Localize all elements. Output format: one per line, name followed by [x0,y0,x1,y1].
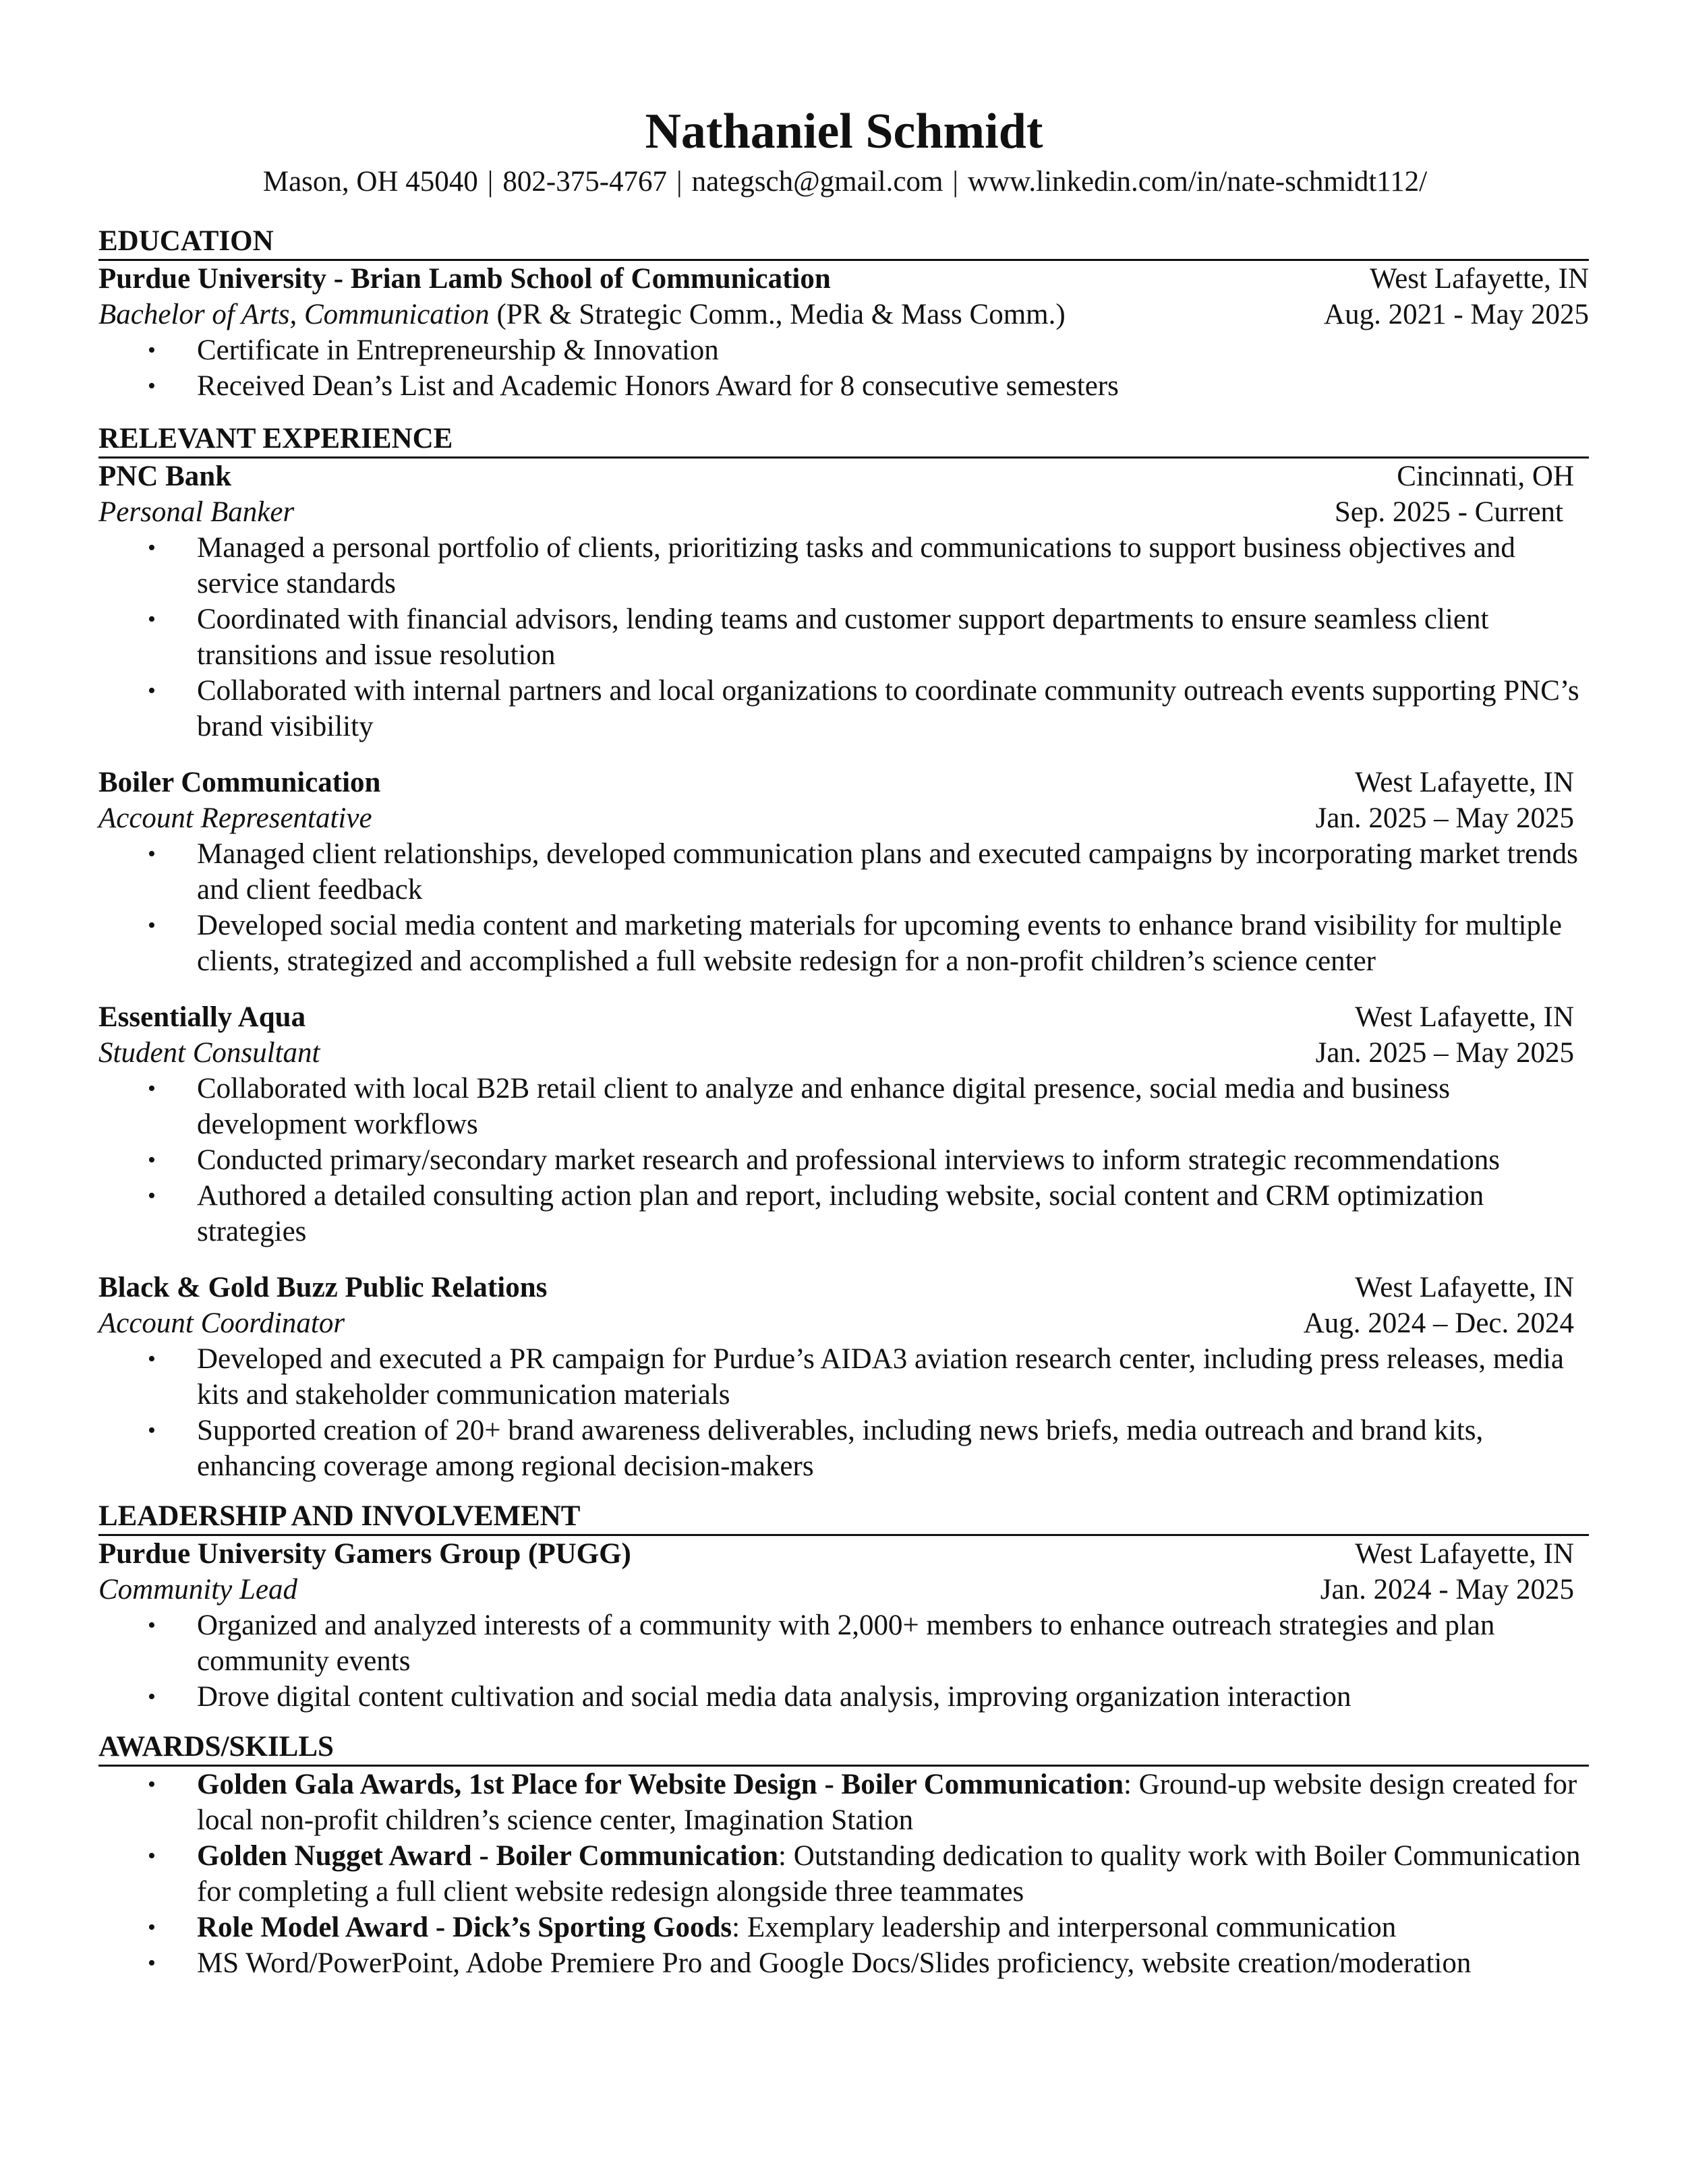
role-title: Account Coordinator [98,1307,345,1339]
org-location: West Lafayette, IN [1355,1272,1574,1303]
bullet-icon: • [148,1684,156,1709]
leadership-entry [98,1536,1589,1715]
org-name: Purdue University Gamers Group (PUGG) [98,1538,631,1570]
bullet-icon: • [148,842,156,866]
list-item: • Certificate in Entrepreneurship & Innovation [98,332,1589,368]
award-description: : Exemplary leadership and interpersonal communication [732,1912,1397,1943]
section-heading: AWARDS/SKILLS [98,1730,1589,1767]
skills-description: MS Word/PowerPoint, Adobe Premiere Pro and Google Docs/Slides proficiency, website creation/moderation [197,1947,1472,1979]
role-title: Student Consultant [98,1037,320,1069]
list-item: • Authored a detailed consulting action plan and report, including website, social content and CRM optimization strategies [98,1178,1589,1249]
org-location: West Lafayette, IN [1355,767,1574,798]
bullet-icon: • [148,1951,156,1976]
list-item: • Supported creation of 20+ brand awareness deliverables, including news briefs, media outreach and brand kits, enhancing coverage among regional decision-makers [98,1413,1589,1484]
role-dates: Jan. 2025 – May 2025 [1315,802,1574,834]
phone-text: 802-375-4767 [502,166,668,198]
bullet-list [98,530,1589,744]
bullet-list [98,1607,1589,1715]
role-dates: Aug. 2024 – Dec. 2024 [1303,1307,1574,1339]
bullet-icon: • [148,1613,156,1638]
list-item: • Managed client relationships, developed communication plans and executed campaigns by incorporating market trends and client feedback [98,836,1589,908]
bullet-icon: • [148,1076,156,1101]
bullet-icon: • [148,535,156,560]
experience-section [98,421,1589,1484]
bullet-list [98,1767,1589,1981]
leadership-section [98,1499,1589,1715]
linkedin-link[interactable]: www.linkedin.com/in/nate-schmidt112/ [968,166,1428,198]
bullet-icon: • [148,1148,156,1173]
bullet-icon: • [148,338,156,363]
org-name: Black & Gold Buzz Public Relations [98,1272,548,1303]
org-name: Boiler Communication [98,767,381,798]
bullet-icon: • [148,1418,156,1443]
job-entry [98,765,1589,979]
section-heading: LEADERSHIP AND INVOLVEMENT [98,1499,1589,1536]
bullet-icon: • [148,1915,156,1940]
org-name: PNC Bank [98,461,232,492]
bullet-icon: • [148,374,156,399]
separator: | [487,166,494,198]
bullet-list [98,1071,1589,1249]
award-name: Role Model Award - Dick’s Sporting Goods [197,1912,732,1943]
separator: | [676,166,682,198]
bullet-list [98,836,1589,979]
award-name: Golden Nugget Award - Boiler Communication [197,1840,778,1872]
list-item: • Conducted primary/secondary market research and professional interviews to inform strategic recommendations [98,1142,1589,1178]
role-dates: Jan. 2025 – May 2025 [1315,1037,1574,1069]
list-item: • Coordinated with financial advisors, lending teams and customer support departments to ensure seamless client transitions and issue resolution [98,601,1589,673]
list-item [98,1945,1589,1981]
role-dates: Sep. 2025 - Current [1334,496,1563,528]
bullet-icon: • [148,1347,156,1371]
awards-section [98,1730,1589,1981]
email-link[interactable]: nategsch@gmail.com [691,166,943,198]
list-item: • Organized and analyzed interests of a community with 2,000+ members to enhance outreach strategies and plan community events [98,1607,1589,1679]
school-name: Purdue University - Brian Lamb School of Communication [98,263,831,295]
bullet-icon: • [148,678,156,703]
list-item [98,1910,1589,1945]
resume-page [98,101,1589,1981]
contact-line [101,163,1589,201]
degree-detail: (PR & Strategic Comm., Media & Mass Comm.) [489,299,1066,330]
award-description: : Ground-up website design created for local non-profit children’s science center, Imagination Station [197,1769,1577,1836]
list-item: • Received Dean’s List and Academic Honors Award for 8 consecutive semesters [98,368,1589,404]
bullet-icon: • [148,1843,156,1868]
list-item [98,1838,1589,1910]
location-text: Mason, OH 45040 [262,166,478,198]
separator: | [952,166,958,198]
school-location: West Lafayette, IN [1370,263,1589,295]
page-title: Nathaniel Schmidt [645,104,1043,159]
list-item: • Managed a personal portfolio of clients, prioritizing tasks and communications to support business objectives and service standards [98,530,1589,601]
job-entry [98,1270,1589,1484]
list-item: • Collaborated with local B2B retail client to analyze and enhance digital presence, social media and business development workflows [98,1071,1589,1142]
bullet-list [98,332,1589,404]
job-entry [98,999,1589,1249]
role-title: Personal Banker [98,496,295,528]
job-entry [98,459,1589,744]
role-title: Account Representative [98,802,372,834]
bullet-icon: • [148,913,156,938]
bullet-icon: • [148,1772,156,1797]
bullet-icon: • [148,607,156,632]
education-entry [98,261,1589,404]
role-dates: Jan. 2024 - May 2025 [1320,1574,1574,1605]
bullet-icon: • [148,1183,156,1208]
degree-name: Bachelor of Arts, Communication [98,299,490,330]
list-item: • Collaborated with internal partners and local organizations to coordinate community outreach events supporting PNC’s brand visibility [98,673,1589,744]
list-item [98,1767,1589,1838]
list-item: • Developed social media content and marketing materials for upcoming events to enhance brand visibility for multiple clients, strategized and accomplished a full website redesign for a non-profit children’s science center [98,908,1589,979]
bullet-list [98,1341,1589,1484]
list-item: • Developed and executed a PR campaign for Purdue’s AIDA3 aviation research center, including press releases, media kits and stakeholder communication materials [98,1341,1589,1413]
section-heading: EDUCATION [98,224,1589,261]
education-section [98,224,1589,404]
org-location: West Lafayette, IN [1355,1538,1574,1570]
degree-line [98,297,1066,332]
org-name: Essentially Aqua [98,1001,306,1033]
org-location: West Lafayette, IN [1355,1001,1574,1033]
list-item: • Drove digital content cultivation and social media data analysis, improving organization interaction [98,1679,1589,1715]
award-name: Golden Gala Awards, 1st Place for Website Design - Boiler Communication [197,1769,1124,1800]
education-dates: Aug. 2021 - May 2025 [1324,299,1589,330]
section-heading: RELEVANT EXPERIENCE [98,421,1589,459]
role-title: Community Lead [98,1574,298,1605]
award-description: : Outstanding dedication to quality work with Boiler Communication for completing a full client website redesign alongside three teammates [197,1840,1581,1908]
org-location: Cincinnati, OH [1397,461,1574,492]
